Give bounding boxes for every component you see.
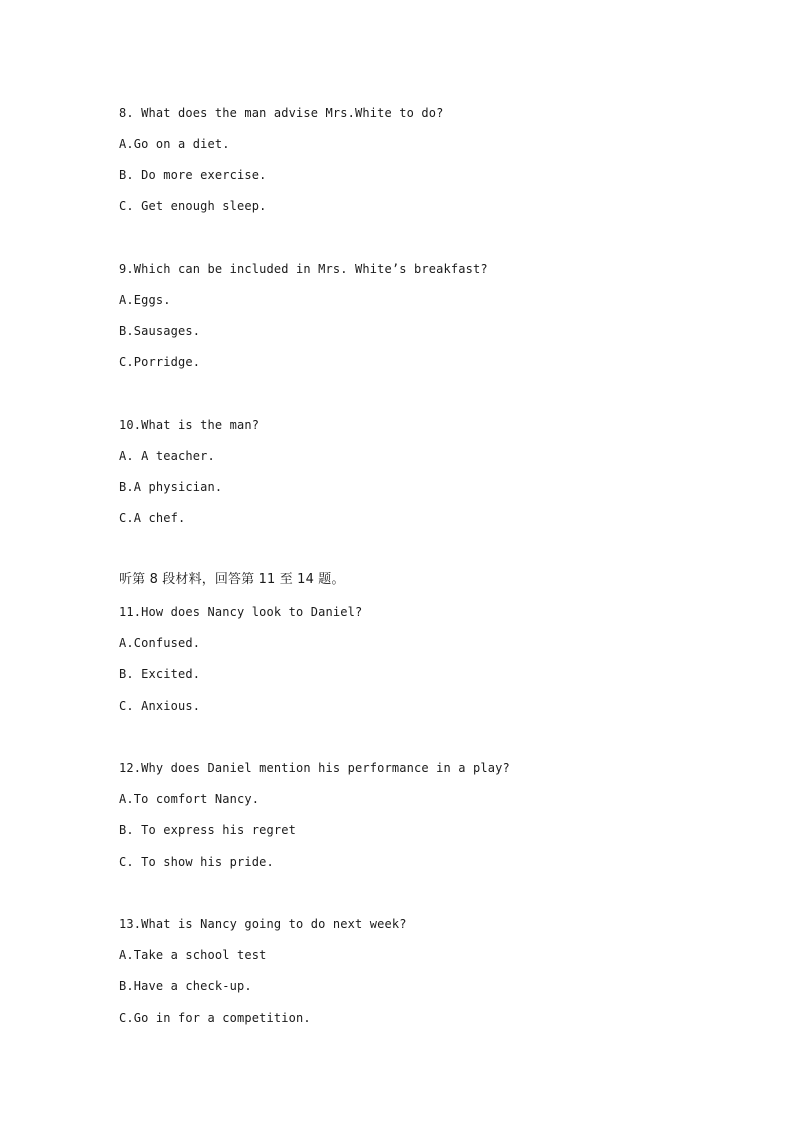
question-12-option-b: B. To express his regret	[119, 823, 296, 837]
question-11-option-b: B. Excited.	[119, 667, 201, 681]
question-9-option-c: C.Porridge.	[119, 355, 201, 369]
question-8-option-a: A.Go on a diet.	[119, 137, 230, 151]
question-9-stem: 9.Which can be included in Mrs. White’s breakfast?	[119, 262, 488, 276]
question-10-option-a: A. A teacher.	[119, 449, 215, 463]
question-10-stem: 10.What is the man?	[119, 418, 260, 432]
question-13-option-c: C.Go in for a competition.	[119, 1011, 311, 1025]
section-heading: 听第 8 段材料，回答第 11 至 14 题。	[119, 572, 345, 587]
question-9-option-a: A.Eggs.	[119, 293, 171, 307]
question-12-stem: 12.Why does Daniel mention his performance in a play?	[119, 761, 510, 775]
question-11-option-c: C. Anxious.	[119, 699, 201, 713]
question-10-option-c: C.A chef.	[119, 511, 186, 525]
question-12-option-a: A.To comfort Nancy.	[119, 792, 260, 806]
question-11-stem: 11.How does Nancy look to Daniel?	[119, 605, 363, 619]
question-8-option-b: B. Do more exercise.	[119, 168, 267, 182]
question-8-stem: 8. What does the man advise Mrs.White to do?	[119, 106, 444, 120]
question-12-option-c: C. To show his pride.	[119, 855, 274, 869]
question-9-option-b: B.Sausages.	[119, 324, 201, 338]
question-13-option-a: A.Take a school test	[119, 948, 267, 962]
question-13-option-b: B.Have a check-up.	[119, 979, 252, 993]
question-13-stem: 13.What is Nancy going to do next week?	[119, 917, 407, 931]
question-11-option-a: A.Confused.	[119, 636, 201, 650]
question-10-option-b: B.A physician.	[119, 480, 223, 494]
question-8-option-c: C. Get enough sleep.	[119, 199, 267, 213]
